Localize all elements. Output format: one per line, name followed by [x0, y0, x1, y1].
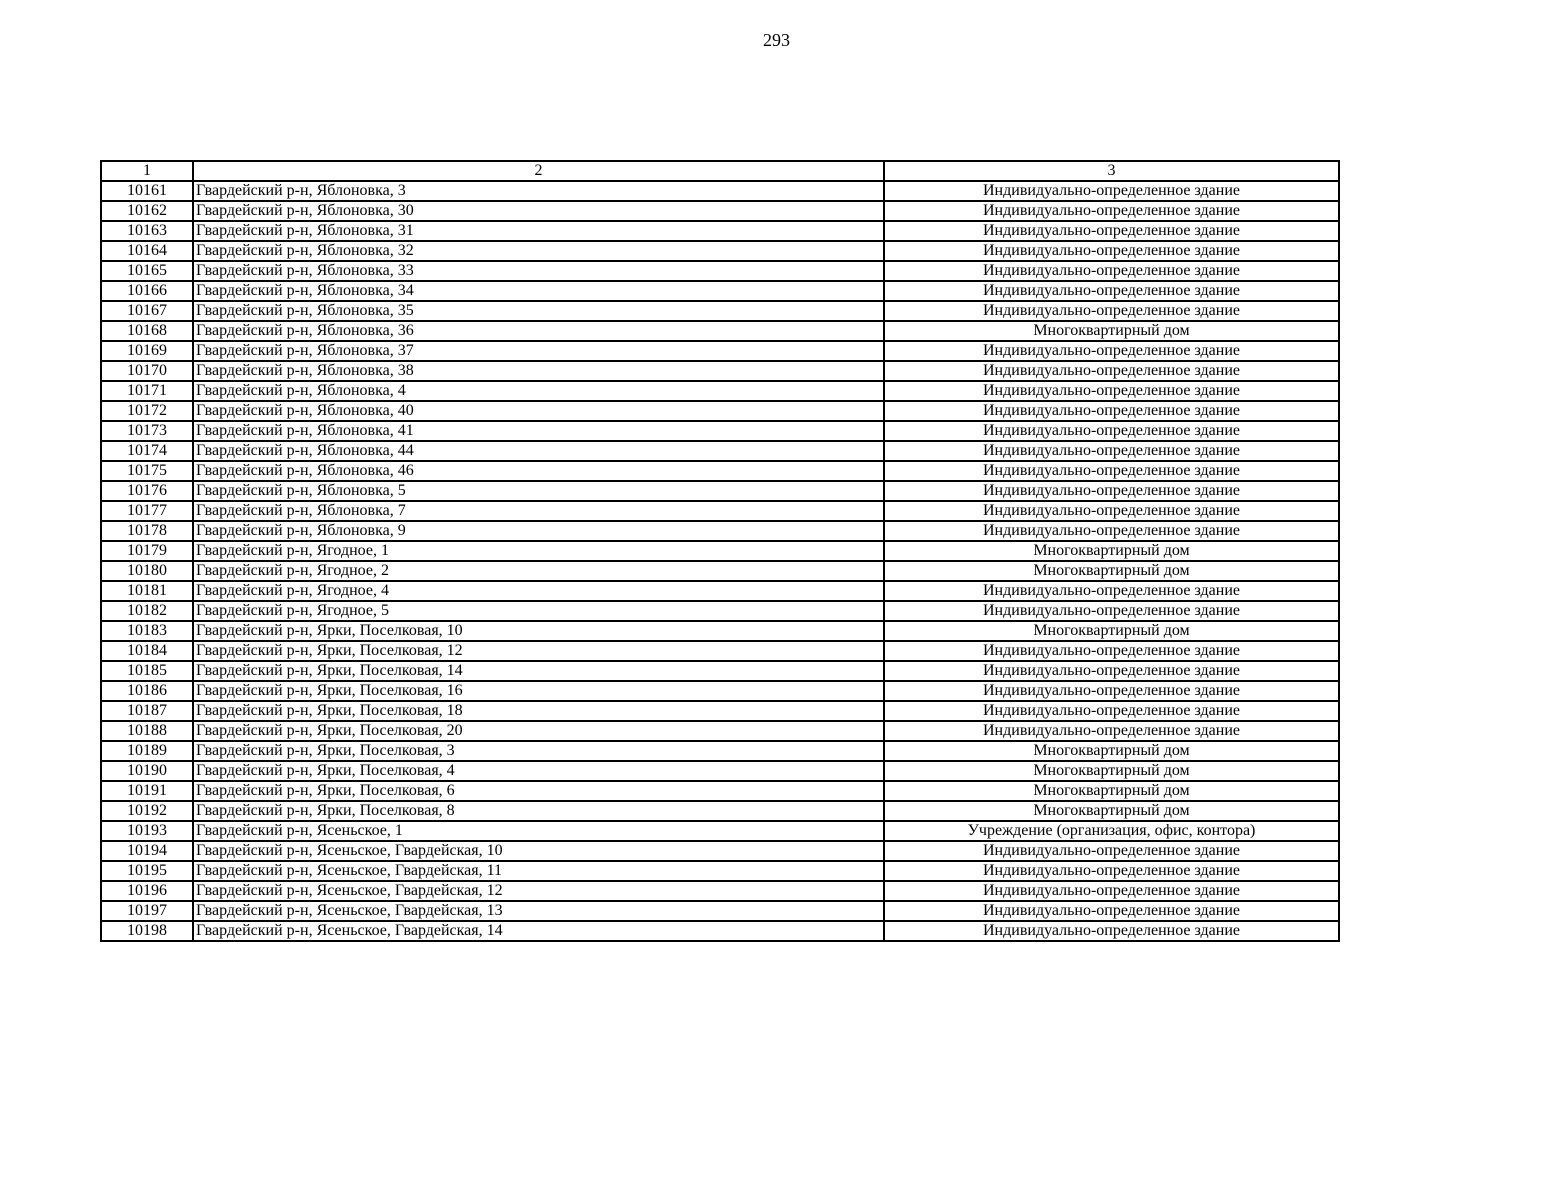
row-number-cell: 10181: [101, 581, 193, 601]
table-row: [101, 761, 1339, 781]
table-row: [101, 741, 1339, 761]
row-number-cell: 10185: [101, 661, 193, 681]
address-cell: Гвардейский р-н, Ярки, Поселковая, 14: [193, 661, 884, 681]
row-number-cell: 10164: [101, 241, 193, 261]
address-cell: Гвардейский р-н, Ярки, Поселковая, 10: [193, 621, 884, 641]
column-header-1: 1: [101, 161, 193, 181]
address-cell: Гвардейский р-н, Яблоновка, 46: [193, 461, 884, 481]
building-type-cell: Индивидуально-определенное здание: [884, 841, 1339, 861]
row-number-cell: 10166: [101, 281, 193, 301]
row-number-cell: 10176: [101, 481, 193, 501]
address-cell: Гвардейский р-н, Ясеньское, Гвардейская, 10: [193, 841, 884, 861]
building-type-cell: Индивидуально-определенное здание: [884, 601, 1339, 621]
building-type-cell: Индивидуально-определенное здание: [884, 281, 1339, 301]
row-number-cell: 10180: [101, 561, 193, 581]
address-cell: Гвардейский р-н, Ясеньское, Гвардейская, 11: [193, 861, 884, 881]
address-cell: Гвардейский р-н, Ярки, Поселковая, 16: [193, 681, 884, 701]
table-row: [101, 401, 1339, 421]
address-cell: Гвардейский р-н, Яблоновка, 4: [193, 381, 884, 401]
row-number-cell: 10196: [101, 881, 193, 901]
building-type-cell: Индивидуально-определенное здание: [884, 861, 1339, 881]
table-row: [101, 841, 1339, 861]
row-number-cell: 10175: [101, 461, 193, 481]
address-cell: Гвардейский р-н, Ярки, Поселковая, 4: [193, 761, 884, 781]
address-cell: Гвардейский р-н, Ярки, Поселковая, 3: [193, 741, 884, 761]
building-type-cell: Индивидуально-определенное здание: [884, 681, 1339, 701]
table-row: [101, 901, 1339, 921]
table-row: [101, 601, 1339, 621]
table-row: [101, 621, 1339, 641]
building-type-cell: Индивидуально-определенное здание: [884, 461, 1339, 481]
table-row: [101, 461, 1339, 481]
table-row: [101, 281, 1339, 301]
table-row: [101, 561, 1339, 581]
row-number-cell: 10191: [101, 781, 193, 801]
building-type-cell: Многоквартирный дом: [884, 561, 1339, 581]
row-number-cell: 10177: [101, 501, 193, 521]
table-row: [101, 201, 1339, 221]
table-row: [101, 261, 1339, 281]
row-number-cell: 10179: [101, 541, 193, 561]
table-row: [101, 781, 1339, 801]
address-cell: Гвардейский р-н, Яблоновка, 40: [193, 401, 884, 421]
row-number-cell: 10190: [101, 761, 193, 781]
table-row: [101, 701, 1339, 721]
building-type-cell: Индивидуально-определенное здание: [884, 221, 1339, 241]
building-type-cell: Индивидуально-определенное здание: [884, 921, 1339, 941]
building-type-cell: Многоквартирный дом: [884, 801, 1339, 821]
column-header-3: 3: [884, 161, 1339, 181]
address-cell: Гвардейский р-н, Ясеньское, 1: [193, 821, 884, 841]
table-row: [101, 521, 1339, 541]
row-number-cell: 10186: [101, 681, 193, 701]
building-type-cell: Индивидуально-определенное здание: [884, 381, 1339, 401]
table-row: [101, 341, 1339, 361]
row-number-cell: 10197: [101, 901, 193, 921]
address-cell: Гвардейский р-н, Ягодное, 2: [193, 561, 884, 581]
building-type-cell: Многоквартирный дом: [884, 321, 1339, 341]
address-cell: Гвардейский р-н, Яблоновка, 33: [193, 261, 884, 281]
table-row: [101, 861, 1339, 881]
table-header-row: [101, 161, 1339, 181]
address-cell: Гвардейский р-н, Ярки, Поселковая, 6: [193, 781, 884, 801]
row-number-cell: 10167: [101, 301, 193, 321]
page-number: 293: [763, 30, 790, 50]
row-number-cell: 10165: [101, 261, 193, 281]
building-type-cell: Многоквартирный дом: [884, 741, 1339, 761]
row-number-cell: 10162: [101, 201, 193, 221]
address-cell: Гвардейский р-н, Яблоновка, 3: [193, 181, 884, 201]
row-number-cell: 10188: [101, 721, 193, 741]
address-cell: Гвардейский р-н, Ясеньское, Гвардейская, 12: [193, 881, 884, 901]
table-row: [101, 441, 1339, 461]
address-cell: Гвардейский р-н, Яблоновка, 44: [193, 441, 884, 461]
address-cell: Гвардейский р-н, Яблоновка, 9: [193, 521, 884, 541]
address-cell: Гвардейский р-н, Ясеньское, Гвардейская, 14: [193, 921, 884, 941]
building-type-cell: Индивидуально-определенное здание: [884, 401, 1339, 421]
building-type-cell: Индивидуально-определенное здание: [884, 641, 1339, 661]
address-cell: Гвардейский р-н, Яблоновка, 7: [193, 501, 884, 521]
row-number-cell: 10189: [101, 741, 193, 761]
address-cell: Гвардейский р-н, Яблоновка, 36: [193, 321, 884, 341]
table-body: [101, 181, 1339, 941]
building-type-cell: Индивидуально-определенное здание: [884, 181, 1339, 201]
row-number-cell: 10174: [101, 441, 193, 461]
table-row: [101, 881, 1339, 901]
address-cell: Гвардейский р-н, Яблоновка, 37: [193, 341, 884, 361]
table-row: [101, 661, 1339, 681]
building-type-cell: Индивидуально-определенное здание: [884, 241, 1339, 261]
building-type-cell: Индивидуально-определенное здание: [884, 701, 1339, 721]
building-type-cell: Индивидуально-определенное здание: [884, 201, 1339, 221]
building-type-cell: Индивидуально-определенное здание: [884, 261, 1339, 281]
address-cell: Гвардейский р-н, Яблоновка, 31: [193, 221, 884, 241]
row-number-cell: 10169: [101, 341, 193, 361]
row-number-cell: 10193: [101, 821, 193, 841]
row-number-cell: 10172: [101, 401, 193, 421]
building-type-cell: Многоквартирный дом: [884, 621, 1339, 641]
table-row: [101, 721, 1339, 741]
row-number-cell: 10198: [101, 921, 193, 941]
table-row: [101, 421, 1339, 441]
address-cell: Гвардейский р-н, Яблоновка, 41: [193, 421, 884, 441]
building-type-cell: Учреждение (организация, офис, контора): [884, 821, 1339, 841]
address-cell: Гвардейский р-н, Яблоновка, 38: [193, 361, 884, 381]
address-cell: Гвардейский р-н, Ягодное, 5: [193, 601, 884, 621]
table-row: [101, 501, 1339, 521]
building-type-cell: Индивидуально-определенное здание: [884, 661, 1339, 681]
address-cell: Гвардейский р-н, Ягодное, 1: [193, 541, 884, 561]
row-number-cell: 10170: [101, 361, 193, 381]
address-cell: Гвардейский р-н, Ягодное, 4: [193, 581, 884, 601]
table-row: [101, 581, 1339, 601]
table-row: [101, 381, 1339, 401]
building-type-cell: Многоквартирный дом: [884, 781, 1339, 801]
table-row: [101, 181, 1339, 201]
building-type-cell: Индивидуально-определенное здание: [884, 721, 1339, 741]
address-cell: Гвардейский р-н, Яблоновка, 32: [193, 241, 884, 261]
table-row: [101, 301, 1339, 321]
row-number-cell: 10187: [101, 701, 193, 721]
row-number-cell: 10184: [101, 641, 193, 661]
building-type-cell: Индивидуально-определенное здание: [884, 421, 1339, 441]
table-row: [101, 361, 1339, 381]
address-cell: Гвардейский р-н, Яблоновка, 5: [193, 481, 884, 501]
building-type-cell: Индивидуально-определенное здание: [884, 301, 1339, 321]
building-type-cell: Многоквартирный дом: [884, 541, 1339, 561]
table-row: [101, 821, 1339, 841]
row-number-cell: 10171: [101, 381, 193, 401]
row-number-cell: 10168: [101, 321, 193, 341]
table-row: [101, 541, 1339, 561]
building-type-cell: Индивидуально-определенное здание: [884, 901, 1339, 921]
building-type-cell: Индивидуально-определенное здание: [884, 441, 1339, 461]
table-row: [101, 321, 1339, 341]
address-cell: Гвардейский р-н, Яблоновка, 30: [193, 201, 884, 221]
row-number-cell: 10173: [101, 421, 193, 441]
row-number-cell: 10178: [101, 521, 193, 541]
building-type-cell: Индивидуально-определенное здание: [884, 501, 1339, 521]
address-cell: Гвардейский р-н, Яблоновка, 35: [193, 301, 884, 321]
table-row: [101, 481, 1339, 501]
row-number-cell: 10192: [101, 801, 193, 821]
row-number-cell: 10183: [101, 621, 193, 641]
table-row: [101, 221, 1339, 241]
building-type-cell: Индивидуально-определенное здание: [884, 881, 1339, 901]
building-type-cell: Индивидуально-определенное здание: [884, 521, 1339, 541]
building-type-cell: Многоквартирный дом: [884, 761, 1339, 781]
building-type-cell: Индивидуально-определенное здание: [884, 481, 1339, 501]
building-type-cell: Индивидуально-определенное здание: [884, 361, 1339, 381]
row-number-cell: 10194: [101, 841, 193, 861]
building-type-cell: Индивидуально-определенное здание: [884, 341, 1339, 361]
address-cell: Гвардейский р-н, Ярки, Поселковая, 18: [193, 701, 884, 721]
address-cell: Гвардейский р-н, Ярки, Поселковая, 12: [193, 641, 884, 661]
table-row: [101, 801, 1339, 821]
row-number-cell: 10182: [101, 601, 193, 621]
address-cell: Гвардейский р-н, Ярки, Поселковая, 20: [193, 721, 884, 741]
row-number-cell: 10161: [101, 181, 193, 201]
column-header-2: 2: [193, 161, 884, 181]
address-cell: Гвардейский р-н, Ярки, Поселковая, 8: [193, 801, 884, 821]
table-row: [101, 241, 1339, 261]
row-number-cell: 10163: [101, 221, 193, 241]
table-row: [101, 921, 1339, 941]
address-cell: Гвардейский р-н, Ясеньское, Гвардейская, 13: [193, 901, 884, 921]
address-cell: Гвардейский р-н, Яблоновка, 34: [193, 281, 884, 301]
registry-table: [100, 160, 1340, 942]
row-number-cell: 10195: [101, 861, 193, 881]
building-type-cell: Индивидуально-определенное здание: [884, 581, 1339, 601]
table-row: [101, 681, 1339, 701]
table-row: [101, 641, 1339, 661]
